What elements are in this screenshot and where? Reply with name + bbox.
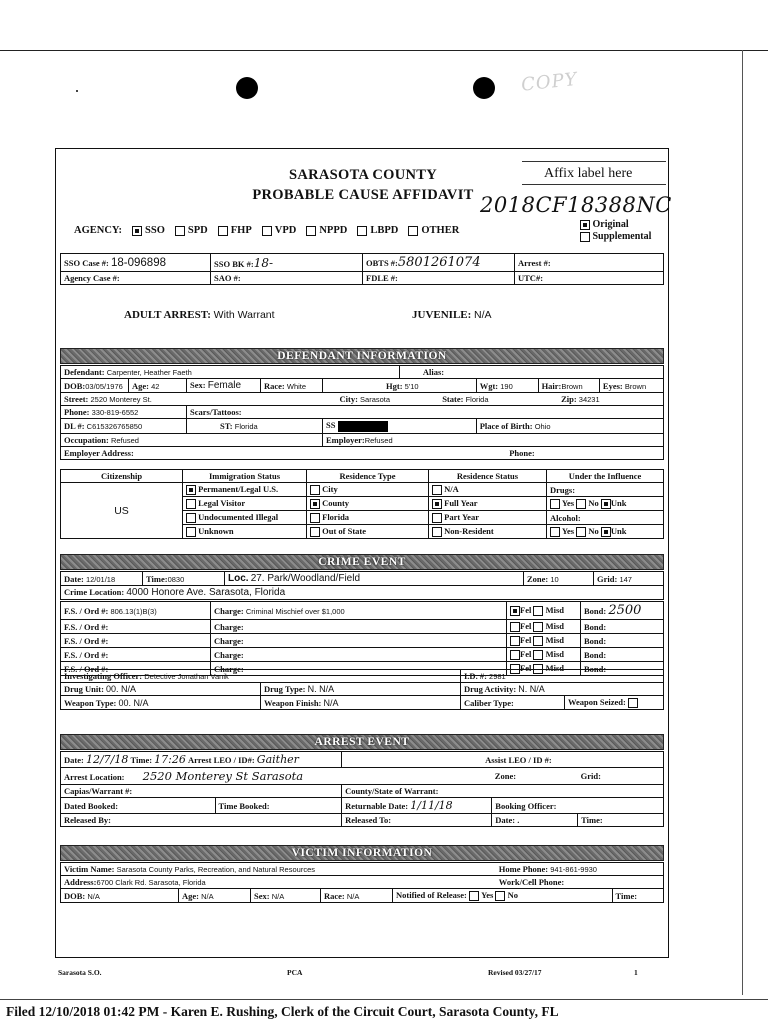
fel-label: Fel	[520, 635, 532, 646]
arrest-number-label: Arrest #:	[518, 257, 551, 268]
charge-row	[61, 620, 664, 634]
county-state-label: County/State of Warrant:	[345, 786, 439, 796]
weapon-type-label: Weapon Type:	[64, 697, 117, 708]
employer-address-label: Employer Address:	[64, 447, 134, 458]
handwritten-case-number: 2018CF18388NC	[480, 193, 672, 217]
sex-value: Female	[207, 380, 242, 391]
immigration-option: Unknown	[198, 526, 234, 537]
sso-case-value: 18-096898	[111, 256, 166, 269]
charge-label: Charge:	[214, 621, 244, 632]
crime-date-value: 12/01/18	[85, 574, 116, 584]
checkbox-na[interactable]	[432, 485, 442, 495]
checkbox-notified-no[interactable]	[495, 891, 505, 901]
checkbox-fel[interactable]	[510, 622, 520, 632]
checkbox-vpd[interactable]	[262, 226, 272, 236]
scars-label: Scars/Tattoos:	[190, 407, 242, 417]
state-label: State:	[442, 394, 464, 404]
zone-value: 10	[550, 574, 559, 584]
case-info-table	[60, 253, 664, 285]
employer-label: Employer:	[326, 434, 365, 445]
agency-option-other[interactable]	[408, 225, 459, 236]
bond-label: Bond:	[584, 621, 607, 632]
agency-label: AGENCY:	[74, 225, 123, 236]
checkbox-misd[interactable]	[533, 622, 543, 632]
drug-activity-label: Drug Activity:	[464, 684, 517, 694]
adult-arrest	[124, 309, 275, 321]
arrest-date-value: 12/7/18	[85, 753, 129, 766]
fs-label: F.S. / Ord #:	[64, 621, 109, 632]
checkbox-permanent-legal[interactable]	[186, 485, 196, 495]
juvenile	[412, 309, 492, 321]
fs-label: F.S. / Ord #:	[64, 663, 109, 674]
immigration-option: Permanent/Legal U.S.	[198, 484, 279, 494]
bond-value: 2500	[608, 603, 642, 618]
home-phone-value: 941-861-9930	[550, 865, 597, 874]
dob-label: DOB:	[64, 380, 86, 391]
checkbox-misd[interactable]	[533, 606, 543, 616]
weapon-seized-label: Weapon Seized:	[568, 697, 626, 707]
charge-row	[61, 634, 664, 648]
checkbox-alcohol-no[interactable]	[576, 527, 586, 537]
loc-label: Loc.	[228, 573, 249, 584]
agency-row	[74, 225, 459, 236]
yes-label: Yes	[481, 890, 494, 900]
checkbox-fel[interactable]	[510, 636, 520, 646]
checkbox-city[interactable]	[310, 485, 320, 495]
returnable-value: 1/11/18	[410, 799, 453, 812]
bond-label: Bond:	[584, 635, 607, 646]
pob-value: Ohio	[534, 421, 551, 431]
investigating-value: Detective Jonathan Vanik	[144, 672, 229, 681]
arrest-time-value: 17:26	[154, 753, 186, 766]
probable-cause-affidavit-form	[55, 148, 672, 958]
obts-label: OBTS #:	[366, 258, 398, 268]
sso-case-label: SSO Case #:	[64, 257, 109, 268]
street-label: Street:	[64, 394, 89, 404]
citizenship-value: US	[114, 504, 129, 517]
adult-arrest-label: ADULT ARREST:	[124, 309, 211, 321]
residence-status-option: Non-Resident	[444, 526, 494, 537]
crime-location-label: Crime Location:	[64, 587, 125, 597]
victim-table	[60, 862, 664, 903]
agency-option-lbpd[interactable]	[357, 225, 398, 236]
no-label: No	[507, 890, 518, 900]
agency-option-nppd[interactable]	[306, 225, 347, 236]
hgt-label: Hgt:	[386, 380, 403, 391]
misd-label: Misd	[545, 649, 564, 660]
fel-label: Fel	[520, 604, 532, 615]
checkbox-non-resident[interactable]	[432, 527, 442, 537]
residence-type-option: Florida	[322, 512, 350, 523]
original-label: Original	[592, 219, 629, 230]
status-table	[60, 469, 664, 539]
drugs-label: Drugs:	[550, 484, 576, 495]
alias-label: Alias:	[422, 367, 445, 377]
release-time-label: Time:	[581, 815, 603, 825]
scan-edge-top	[0, 50, 768, 51]
race-value: White	[286, 381, 307, 391]
misd-label: Misd	[545, 663, 564, 674]
work-phone-label: Work/Cell Phone:	[498, 877, 565, 887]
victim-info-header: VICTIM INFORMATION	[60, 845, 664, 861]
residence-type-header: Residence Type	[307, 470, 429, 483]
arrest-leo-label: Arrest LEO / ID#:	[188, 755, 255, 765]
victim-age-value: N/A	[201, 891, 214, 901]
footer-form-code: PCA	[287, 968, 303, 977]
victim-race-label: Race:	[324, 890, 345, 901]
sao-label: SAO #:	[214, 273, 241, 283]
released-to-label: Released To:	[345, 815, 392, 825]
fel-label: Fel	[520, 663, 532, 674]
agency-option-vpd[interactable]	[262, 225, 297, 236]
capias-label: Capias/Warrant #:	[64, 786, 133, 796]
victim-name-value: Sarasota County Parks, Recreation, and Natural Resources	[116, 865, 315, 874]
residence-type-option: Out of State	[322, 526, 367, 537]
arrest-leo-value: Gaither	[256, 753, 299, 766]
weapon-finish-label: Weapon Finish:	[264, 697, 322, 708]
wgt-label: Wgt:	[479, 380, 499, 391]
charge-row	[61, 602, 664, 620]
defendant-section-header: DEFENDANT INFORMATION	[60, 348, 664, 364]
residence-type-option: City	[322, 484, 338, 494]
pob-label: Place of Birth:	[479, 420, 533, 431]
home-phone-label: Home Phone:	[498, 864, 549, 874]
checkbox-part-year[interactable]	[432, 513, 442, 523]
crime-time-value: 0830	[167, 574, 185, 584]
defendant-table	[60, 365, 664, 460]
checkbox-alcohol-unk[interactable]	[601, 527, 611, 537]
affix-label-box	[522, 161, 666, 185]
crime-time-label: Time:	[146, 573, 168, 584]
drug-type-value: N. N/A	[307, 684, 335, 694]
arrest-event-header: ARREST EVENT	[60, 734, 664, 750]
supplemental-label: Supplemental	[592, 231, 652, 242]
misd-label: Misd	[545, 604, 564, 615]
agency-option-fhp[interactable]	[218, 225, 252, 236]
release-date-label: Date: .	[495, 815, 520, 825]
immigration-header: Immigration Status	[183, 470, 307, 483]
street-value: 2520 Monterey St.	[90, 395, 152, 404]
footer-revised: Revised 03/27/17	[488, 968, 542, 977]
form-title: PROBABLE CAUSE AFFIDAVIT	[252, 187, 474, 203]
checkbox-notified-yes[interactable]	[469, 891, 479, 901]
agency-option-label: SSO	[145, 225, 165, 236]
obts-value: 5801261074	[397, 255, 481, 270]
drug-unit-label: Drug Unit:	[64, 684, 104, 694]
checkbox-misd[interactable]	[533, 650, 543, 660]
assist-leo-label: Assist LEO / ID #:	[485, 754, 552, 765]
ss-label: SS	[326, 420, 336, 430]
agency-option-spd[interactable]	[175, 225, 208, 236]
arrest-zone-label: Zone:	[494, 771, 517, 781]
no-label: No	[588, 498, 599, 509]
dl-value: C615326765850	[86, 421, 143, 431]
arrest-date-label: Date:	[64, 755, 84, 765]
unk-label: Unk	[610, 526, 627, 537]
checkbox-fhp[interactable]	[218, 226, 228, 236]
dl-label: DL #:	[64, 420, 85, 431]
eyes-label: Eyes:	[602, 380, 623, 391]
juvenile-value: N/A	[474, 309, 492, 321]
charges-table	[60, 601, 664, 676]
fdle-label: FDLE #:	[366, 273, 398, 283]
charge-label: Charge:	[214, 605, 244, 616]
filed-stamp-line: Filed 12/10/2018 01:42 PM - Karen E. Rushing, Clerk of the Circuit Court, Sarasota County, FL	[6, 1004, 559, 1019]
caliber-label: Caliber Type:	[464, 697, 514, 708]
agency-option-label: NPPD	[319, 225, 348, 236]
immigration-option: Legal Visitor	[198, 498, 246, 509]
zip-value: 34231	[578, 395, 600, 404]
victim-sex-label: Sex:	[254, 890, 270, 901]
checkbox-misd[interactable]	[533, 636, 543, 646]
checkbox-drugs-no[interactable]	[576, 499, 586, 509]
checkbox-undocumented[interactable]	[186, 513, 196, 523]
time-booked-label: Time Booked:	[218, 800, 270, 811]
unk-label: Unk	[610, 498, 627, 509]
victim-sex-value: N/A	[271, 891, 285, 901]
employer-phone-label: Phone:	[509, 447, 535, 458]
occupation-value: Refused	[111, 435, 139, 445]
filed-rule	[0, 999, 768, 1000]
officer-id-value: 2981	[489, 672, 506, 681]
yes-label: Yes	[561, 498, 575, 509]
juvenile-label: JUVENILE:	[412, 309, 472, 321]
redaction-block	[338, 421, 388, 432]
victim-name-label: Victim Name:	[64, 864, 115, 874]
county-title: SARASOTA COUNTY	[288, 167, 438, 183]
agency-option-label: OTHER	[421, 225, 460, 236]
st-value: Florida	[234, 421, 258, 431]
yes-label: Yes	[561, 526, 575, 537]
residence-status-header: Residence Status	[429, 470, 547, 483]
st-label: ST:	[220, 420, 233, 431]
fs-label: F.S. / Ord #:	[64, 635, 109, 646]
phone-label: Phone:	[64, 407, 90, 417]
fs-label: F.S. / Ord #:	[64, 605, 109, 616]
agency-option-label: SPD	[187, 225, 208, 236]
drug-activity-value: N. N/A	[518, 684, 545, 694]
age-label: Age:	[132, 380, 149, 391]
fs-label: F.S. / Ord #:	[64, 649, 109, 660]
checkbox-supplemental[interactable]	[580, 232, 590, 242]
citizenship-header: Citizenship	[61, 470, 183, 483]
zone-label: Zone:	[527, 573, 549, 584]
released-by-label: Released By:	[64, 815, 111, 825]
checkbox-drugs-yes[interactable]	[550, 499, 560, 509]
grid-label: Grid:	[597, 573, 618, 584]
checkbox-lbpd[interactable]	[357, 226, 367, 236]
arrest-event-table	[60, 751, 664, 827]
fel-label: Fel	[520, 621, 532, 631]
punch-hole-left	[236, 77, 258, 99]
original-supplemental	[580, 219, 651, 243]
footer-page-number: 1	[634, 968, 638, 977]
utc-label: UTC#:	[518, 273, 544, 283]
hair-value: Brown	[561, 381, 583, 391]
bond-label: Bond:	[584, 663, 607, 674]
checkbox-nppd[interactable]	[306, 226, 316, 236]
notified-label: Notified of Release:	[396, 890, 467, 900]
scan-speck	[76, 90, 78, 92]
hair-label: Hair:	[541, 380, 562, 391]
residence-status-option: N/A	[444, 484, 459, 494]
race-label: Race:	[264, 380, 285, 391]
checkbox-fel[interactable]	[510, 606, 520, 616]
wgt-value: 190	[500, 381, 513, 391]
officer-id-label: I.D. #:	[464, 671, 487, 681]
sex-label: Sex:	[190, 380, 206, 390]
checkbox-out-of-state[interactable]	[310, 527, 320, 537]
agency-option-label: LBPD	[370, 225, 399, 236]
charge-label: Charge:	[214, 649, 244, 660]
defendant-label: Defendant:	[64, 367, 105, 377]
sso-bk-label: SSO BK #:	[214, 258, 254, 269]
loc-value: 27. Park/Woodland/Field	[250, 573, 361, 584]
misd-label: Misd	[545, 621, 564, 631]
alcohol-label: Alcohol:	[550, 512, 581, 523]
checkbox-fel[interactable]	[510, 650, 520, 660]
adult-arrest-value: With Warrant	[213, 309, 275, 321]
phone-value: 330-819-6552	[91, 408, 139, 417]
residence-type-option: County	[322, 498, 350, 509]
agency-option-label: VPD	[274, 225, 297, 236]
hgt-value: 5'10	[404, 381, 419, 391]
checkbox-drugs-unk[interactable]	[601, 499, 611, 509]
checkbox-legal-visitor[interactable]	[186, 499, 196, 509]
arrest-location-value: 2520 Monterey St Sarasota	[142, 769, 304, 783]
victim-dob-value: N/A	[87, 891, 100, 901]
checkbox-sso[interactable]	[132, 226, 142, 236]
victim-address-value: 6700 Clark Rd. Sarasota, Florida	[96, 878, 206, 887]
crime-date-label: Date:	[64, 573, 84, 584]
footer-org: Sarasota S.O.	[58, 968, 102, 977]
punch-hole-right	[473, 77, 495, 99]
zip-label: Zip:	[561, 394, 577, 404]
checkbox-other[interactable]	[408, 226, 418, 236]
returnable-label: Returnable Date:	[345, 801, 409, 811]
residence-status-option: Full Year	[444, 498, 478, 509]
defendant-value: Carpenter, Heather Faeth	[106, 368, 192, 377]
crime-event-table	[60, 571, 664, 600]
agency-option-label: FHP	[230, 225, 252, 236]
crime-event-header: CRIME EVENT	[60, 554, 664, 570]
checkbox-florida[interactable]	[310, 513, 320, 523]
eyes-value: Brown	[624, 381, 647, 391]
agency-option-sso[interactable]	[132, 225, 165, 236]
dob-value: 03/05/1976	[85, 381, 123, 391]
city-value: Sarasota	[360, 395, 391, 404]
charge-value: Criminal Mischief over $1,000	[245, 606, 345, 616]
crime-detail-table	[60, 669, 664, 710]
bond-label: Bond:	[584, 606, 607, 616]
age-value: 42	[151, 381, 160, 391]
dated-booked-label: Dated Booked:	[64, 800, 119, 811]
charge-label: Charge:	[214, 635, 244, 646]
checkbox-spd[interactable]	[175, 226, 185, 236]
misd-label: Misd	[545, 635, 564, 646]
grid-value: 147	[619, 574, 632, 584]
city-label: City:	[339, 394, 358, 404]
drug-type-label: Drug Type:	[264, 684, 306, 694]
bond-label: Bond:	[584, 649, 607, 660]
immigration-option: Undocumented Illegal	[198, 512, 279, 523]
checkbox-county[interactable]	[310, 499, 320, 509]
victim-race-value: N/A	[346, 891, 360, 901]
checkbox-unknown[interactable]	[186, 527, 196, 537]
victim-time-label: Time:	[615, 890, 638, 901]
faded-stamp: COPY	[520, 68, 579, 96]
sso-bk-value: 18-	[253, 255, 274, 270]
drug-unit-value: 00. N/A	[106, 684, 137, 694]
agency-case-label: Agency Case #:	[64, 273, 120, 283]
arrest-location-label: Arrest Location:	[64, 772, 125, 782]
booking-officer-label: Booking Officer:	[495, 800, 557, 811]
crime-location-value: 4000 Honore Ave. Sarasota, Florida	[126, 587, 286, 598]
victim-age-label: Age:	[182, 890, 199, 901]
residence-status-option: Part Year	[444, 512, 479, 523]
scan-edge-right	[742, 50, 743, 995]
state-value: Florida	[465, 395, 489, 404]
fel-label: Fel	[520, 649, 532, 660]
charge-row	[61, 648, 664, 662]
victim-dob-label: DOB:	[64, 890, 86, 901]
affix-label-text: Affix label here	[544, 166, 633, 181]
influence-header: Under the Influence	[547, 470, 664, 483]
arrest-grid-label: Grid:	[580, 771, 601, 781]
fs-value: 806.13(1)B(3)	[110, 606, 157, 616]
weapon-type-value: 00. N/A	[118, 697, 149, 708]
arrest-time-label: Time:	[130, 755, 153, 765]
employer-value: Refused	[364, 435, 393, 445]
investigating-label: Investigating Officer:	[64, 671, 143, 681]
checkbox-full-year[interactable]	[432, 499, 442, 509]
checkbox-original[interactable]	[580, 220, 590, 230]
weapon-finish-value: N/A	[323, 697, 339, 708]
checkbox-weapon-seized[interactable]	[628, 698, 638, 708]
no-label: No	[588, 526, 599, 537]
checkbox-alcohol-yes[interactable]	[550, 527, 560, 537]
occupation-label: Occupation:	[64, 434, 109, 445]
victim-address-label: Address:	[64, 877, 97, 887]
charge-label: Charge:	[214, 663, 244, 674]
